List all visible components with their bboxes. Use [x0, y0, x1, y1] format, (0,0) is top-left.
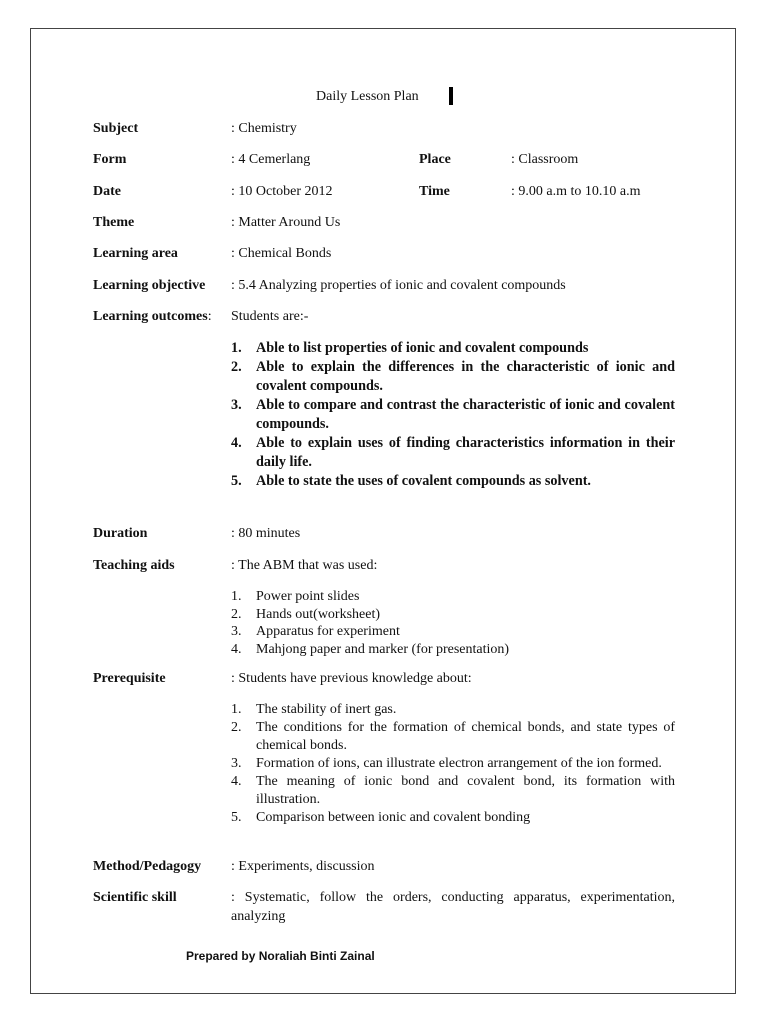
list-item: 1. The stability of inert gas. — [231, 702, 397, 717]
teaching-aids-value: : The ABM that was used: — [231, 558, 378, 573]
list-item: 2. Hands out(worksheet) — [231, 606, 381, 622]
prerequisite-label: Prerequisite — [93, 671, 166, 686]
scientific-skill-label: Scientific skill — [93, 890, 177, 905]
aids-list — [231, 588, 675, 658]
place-label: Place — [419, 152, 451, 167]
method-value: : Experiments, discussion — [231, 859, 375, 874]
list-item: 2. The conditions for the formation of chemical bonds, and state types of chemical bonds. — [231, 720, 675, 753]
method-label: Method/Pedagogy — [93, 859, 202, 874]
page-border — [30, 28, 736, 994]
date-value: : 10 October 2012 — [231, 184, 333, 199]
time-label: Time — [419, 184, 450, 199]
learning-objective-value: : 5.4 Analyzing properties of ionic and covalent compounds — [231, 278, 566, 293]
list-item: 1. Power point slides — [231, 589, 360, 604]
prepared-by: Prepared by Noraliah Binti Zainal — [186, 949, 375, 963]
duration-value: : 80 minutes — [231, 526, 301, 541]
form-value: : 4 Cemerlang — [231, 152, 311, 167]
theme-label: Theme — [93, 215, 135, 230]
list-item: 1. Able to list properties of ionic and covalent compounds — [231, 340, 589, 356]
list-item: 3. Apparatus for experiment — [231, 624, 400, 639]
learning-area-value: : Chemical Bonds — [231, 246, 332, 261]
learning-outcomes-label: Learning outcomes: — [93, 309, 212, 324]
document-title: Daily Lesson Plan — [316, 89, 419, 104]
learning-objective-label: Learning objective — [93, 278, 206, 293]
time-value: : 9.00 a.m to 10.10 a.m — [511, 184, 641, 199]
date-label: Date — [93, 184, 121, 199]
prereq-list — [231, 701, 675, 827]
learning-area-label: Learning area — [93, 246, 178, 261]
theme-value: : Matter Around Us — [231, 215, 341, 230]
subject-value: : Chemistry — [231, 121, 297, 136]
list-item: 2. Able to explain the differences in the characteristic of ionic and covalent compounds. — [231, 359, 675, 394]
place-value: : Classroom — [511, 152, 579, 167]
list-item: 5. Able to state the uses of covalent compounds as solvent. — [231, 473, 591, 489]
teaching-aids-label: Teaching aids — [93, 558, 175, 573]
list-item: 4. The meaning of ionic bond and covalent bond, its formation with illustration. — [231, 774, 675, 807]
text-cursor — [449, 87, 453, 105]
list-item: 4. Able to explain uses of finding characteristics information in their daily life. — [231, 435, 675, 470]
learning-outcomes-value: Students are:- — [231, 309, 309, 324]
outcomes-list — [231, 339, 675, 491]
list-item: 3. Able to compare and contrast the characteristic of ionic and covalent compounds. — [231, 397, 675, 432]
prerequisite-value: : Students have previous knowledge about: — [231, 671, 472, 686]
list-item: 3. Formation of ions, can illustrate electron arrangement of the ion formed. — [231, 756, 662, 771]
list-item: 4. Mahjong paper and marker (for presentation) — [231, 641, 510, 657]
form-label: Form — [93, 152, 127, 167]
duration-label: Duration — [93, 526, 148, 541]
scientific-skill-value: : Systematic, follow the orders, conducting apparatus, experimentation, analyzing — [231, 890, 675, 924]
subject-label: Subject — [93, 121, 139, 136]
list-item: 5. Comparison between ionic and covalent bonding — [231, 810, 531, 825]
